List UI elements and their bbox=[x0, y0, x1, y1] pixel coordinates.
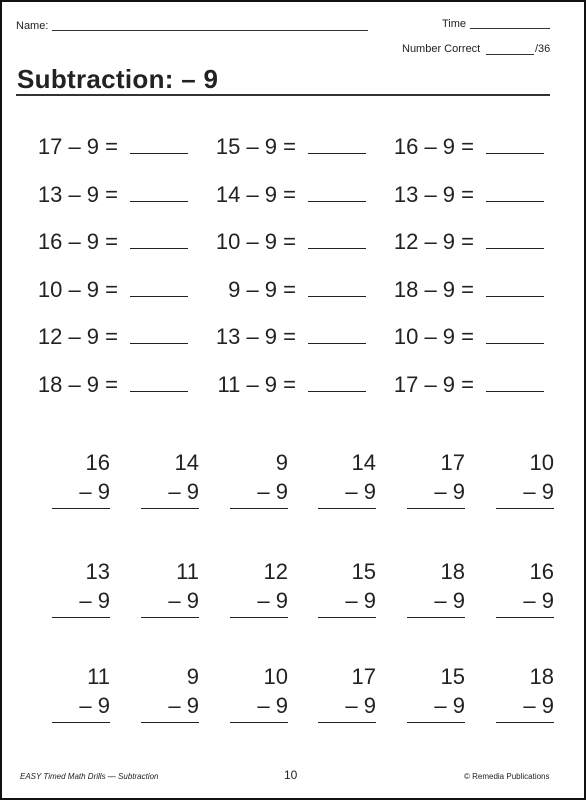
problem-text: 11 – 9 = bbox=[217, 372, 296, 397]
minuend: 10 bbox=[263, 664, 288, 689]
subtrahend: – 9 bbox=[496, 587, 554, 618]
horizontal-problem bbox=[202, 134, 366, 160]
footer-book-title: EASY Timed Math Drills — Subtraction bbox=[20, 772, 159, 781]
time-label: Time bbox=[442, 18, 467, 30]
subtrahend: – 9 bbox=[496, 692, 554, 723]
horizontal-problem bbox=[24, 134, 188, 160]
subtrahend: – 9 bbox=[141, 478, 199, 509]
minuend: 15 bbox=[440, 664, 465, 689]
answer-blank[interactable] bbox=[486, 230, 544, 249]
horizontal-problem bbox=[202, 372, 366, 398]
subtrahend: – 9 bbox=[318, 692, 376, 723]
vertical-problem bbox=[52, 662, 110, 723]
vertical-problem bbox=[407, 557, 465, 618]
vertical-problem bbox=[141, 557, 199, 618]
subtrahend: – 9 bbox=[496, 478, 554, 509]
vertical-problem bbox=[318, 557, 376, 618]
minuend: 18 bbox=[440, 559, 465, 584]
problem-text: 18 – 9 = bbox=[393, 276, 474, 302]
vertical-problem bbox=[52, 448, 110, 509]
subtrahend: – 9 bbox=[141, 587, 199, 618]
answer-blank[interactable] bbox=[130, 325, 188, 344]
answer-blank[interactable] bbox=[308, 135, 366, 154]
problem-text: 13 – 9 = bbox=[215, 324, 296, 350]
answer-blank[interactable] bbox=[308, 230, 366, 249]
horizontal-problem bbox=[24, 277, 188, 303]
number-correct-label: Number Correct bbox=[402, 43, 481, 55]
vertical-problem bbox=[407, 448, 465, 509]
name-line bbox=[52, 18, 368, 31]
minuend: 17 bbox=[351, 664, 376, 689]
name-label: Name: bbox=[16, 20, 49, 32]
problem-text: 12 – 9 = bbox=[393, 229, 474, 255]
problem-text: 17 – 9 = bbox=[393, 372, 474, 397]
horizontal-problem bbox=[24, 324, 188, 350]
vertical-problem bbox=[141, 448, 199, 509]
vertical-problem bbox=[141, 662, 199, 723]
subtrahend: – 9 bbox=[230, 587, 288, 618]
horizontal-problem bbox=[380, 277, 544, 303]
problem-text: 12 – 9 = bbox=[37, 324, 118, 350]
vertical-problem bbox=[318, 448, 376, 509]
minuend: 16 bbox=[529, 559, 554, 584]
horizontal-problem bbox=[24, 372, 188, 398]
horizontal-problem bbox=[202, 277, 366, 303]
vertical-problem bbox=[496, 448, 554, 509]
problem-text: 10 – 9 = bbox=[215, 229, 296, 255]
vertical-problem bbox=[230, 557, 288, 618]
minuend: 14 bbox=[174, 450, 199, 475]
horizontal-problem bbox=[202, 229, 366, 255]
minuend: 9 bbox=[275, 450, 288, 475]
problem-text: 13 – 9 = bbox=[393, 181, 474, 207]
horizontal-problem bbox=[202, 324, 366, 350]
vertical-problem bbox=[230, 662, 288, 723]
subtrahend: – 9 bbox=[407, 587, 465, 618]
horizontal-problem bbox=[24, 229, 188, 255]
minuend: 16 bbox=[85, 450, 110, 475]
problem-text: 14 – 9 = bbox=[215, 181, 296, 207]
problem-text: 18 – 9 = bbox=[37, 372, 118, 397]
subtrahend: – 9 bbox=[230, 692, 288, 723]
answer-blank[interactable] bbox=[486, 135, 544, 154]
vertical-problem bbox=[318, 662, 376, 723]
horizontal-problem bbox=[24, 182, 188, 208]
page-title: Subtraction: – 9 bbox=[17, 64, 219, 94]
minuend: 9 bbox=[186, 664, 199, 689]
horizontal-problem bbox=[380, 372, 544, 398]
vertical-problem bbox=[496, 557, 554, 618]
subtrahend: – 9 bbox=[52, 692, 110, 723]
horizontal-problem bbox=[202, 182, 366, 208]
subtrahend: – 9 bbox=[407, 478, 465, 509]
subtrahend: – 9 bbox=[141, 692, 199, 723]
answer-blank[interactable] bbox=[130, 183, 188, 202]
time-line bbox=[470, 16, 550, 29]
answer-blank[interactable] bbox=[308, 373, 366, 392]
vertical-problem bbox=[496, 662, 554, 723]
number-correct-line bbox=[486, 42, 534, 55]
answer-blank[interactable] bbox=[130, 373, 188, 392]
subtrahend: – 9 bbox=[230, 478, 288, 509]
problem-text: 16 – 9 = bbox=[393, 134, 474, 159]
page-number: 10 bbox=[284, 768, 298, 782]
answer-blank[interactable] bbox=[308, 183, 366, 202]
minuend: 11 bbox=[87, 664, 110, 689]
horizontal-problem bbox=[380, 324, 544, 350]
subtrahend: – 9 bbox=[52, 587, 110, 618]
problem-text: 9 – 9 = bbox=[228, 276, 296, 302]
problem-text: 13 – 9 = bbox=[37, 181, 118, 207]
horizontal-problem bbox=[380, 134, 544, 160]
answer-blank[interactable] bbox=[486, 325, 544, 344]
minuend: 10 bbox=[529, 450, 554, 475]
minuend: 11 bbox=[176, 559, 199, 584]
horizontal-problem bbox=[380, 182, 544, 208]
problem-text: 16 – 9 = bbox=[37, 229, 118, 255]
minuend: 17 bbox=[440, 450, 465, 475]
vertical-problem bbox=[230, 448, 288, 509]
vertical-problem bbox=[52, 557, 110, 618]
problem-text: 10 – 9 = bbox=[37, 276, 118, 302]
answer-blank[interactable] bbox=[130, 278, 188, 297]
publisher: © Remedia Publications bbox=[464, 772, 550, 781]
minuend: 12 bbox=[263, 559, 288, 584]
answer-blank[interactable] bbox=[308, 325, 366, 344]
problem-text: 15 – 9 = bbox=[215, 134, 296, 159]
minuend: 14 bbox=[351, 450, 376, 475]
answer-blank[interactable] bbox=[130, 135, 188, 154]
minuend: 13 bbox=[85, 559, 110, 584]
answer-blank[interactable] bbox=[486, 278, 544, 297]
subtrahend: – 9 bbox=[407, 692, 465, 723]
number-correct-total: /36 bbox=[535, 43, 551, 55]
answer-blank[interactable] bbox=[486, 373, 544, 392]
vertical-problem bbox=[407, 662, 465, 723]
minuend: 18 bbox=[529, 664, 554, 689]
subtrahend: – 9 bbox=[318, 478, 376, 509]
answer-blank[interactable] bbox=[486, 183, 544, 202]
answer-blank[interactable] bbox=[308, 278, 366, 297]
minuend: 15 bbox=[351, 559, 376, 584]
answer-blank[interactable] bbox=[130, 230, 188, 249]
subtrahend: – 9 bbox=[52, 478, 110, 509]
horizontal-problem bbox=[380, 229, 544, 255]
subtrahend: – 9 bbox=[318, 587, 376, 618]
problem-text: 10 – 9 = bbox=[393, 324, 474, 350]
title-underline bbox=[16, 94, 550, 96]
problem-text: 17 – 9 = bbox=[37, 134, 118, 159]
